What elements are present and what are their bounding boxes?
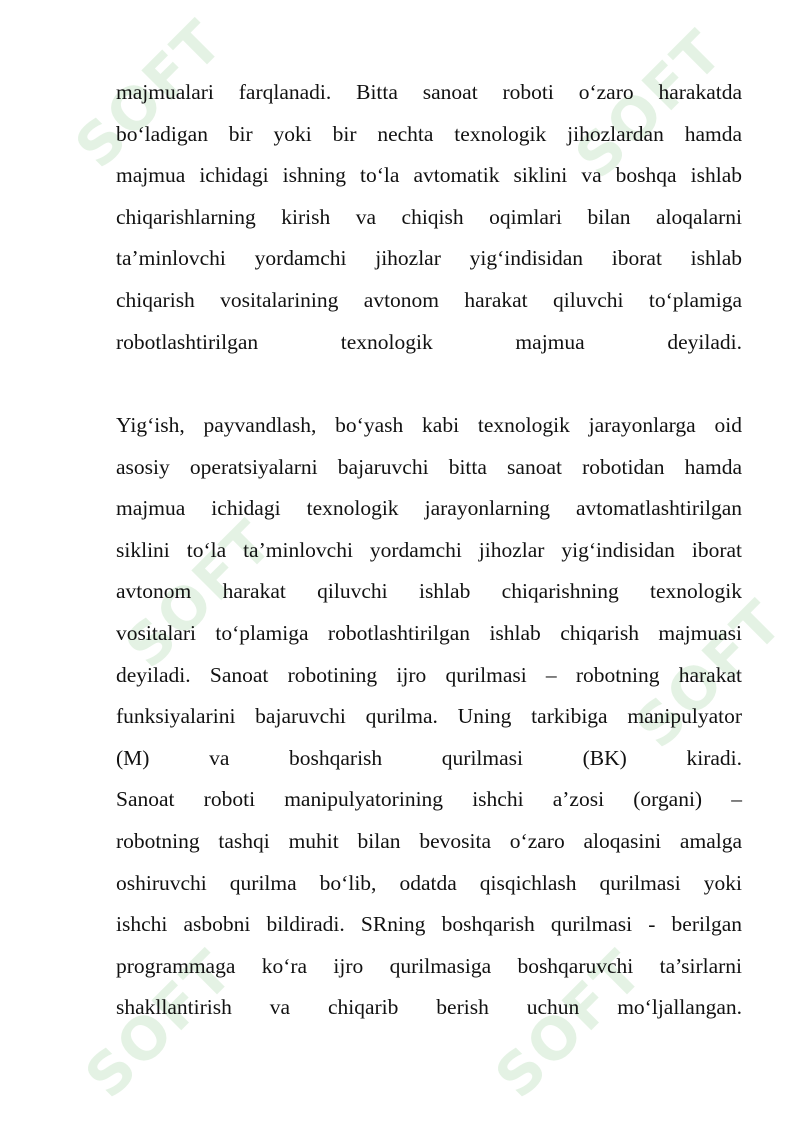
text-line: majmua ichidagi texnologik jarayonlarning avtomatlashtirilgan [116,496,742,521]
text-line: majmualari farqlanadi. Bitta sanoat roboti o‘zaro harakatda [116,80,742,104]
text-line: ishchi asbobni bildiradi. SRning boshqarish qurilmasi - berilgan [116,912,742,937]
text-line: siklini to‘la ta’minlovchi yordamchi jihozlar yig‘indisidan iborat [116,537,742,562]
text-line: asosiy operatsiyalarni bajaruvchi bitta sanoat robotidan hamda [116,454,742,479]
text-line: deyiladi. Sanoat robotining ijro qurilmasi – robotning harakat [116,662,742,687]
text-line: oshiruvchi qurilma bo‘lib, odatda qisqichlash qurilmasi yoki [116,870,742,895]
text-line: Sanoat roboti manipulyatorining ishchi a’zosi (organi) – [116,787,742,812]
text-line: programmaga ko‘ra ijro qurilmasiga boshqaruvchi ta’sirlarni [116,953,742,978]
watermark-text: SOFT [562,16,737,192]
text-line: chiqarish vositalarining avtonom harakat qiluvchi to‘plamiga [116,287,742,312]
text-line: chiqarishlarning kirish va chiqish oqimlari bilan aloqalarni [116,204,742,229]
text-line: robotlashtirilgan texnologik majmua deyiladi. [116,329,742,354]
watermark-text: SOFT [622,586,797,762]
text-line: bo‘ladigan bir yoki bir nechta texnologik jihozlardan hamda [116,121,742,146]
text-line: shakllantirish va chiqarib berish uchun mo‘ljallangan. [116,995,742,1020]
watermark-text: SOFT [72,936,247,1112]
text-line: avtonom harakat qiluvchi ishlab chiqarishning texnologik [116,579,742,604]
text-line: robotning tashqi muhit bilan bevosita o‘zaro aloqasini amalga [116,828,742,853]
watermark-text: SOFT [482,936,657,1112]
paragraph-2 [116,405,742,1029]
paragraph-1 [116,72,742,363]
text-line: Yig‘ish, payvandlash, bo‘yash kabi texnologik jarayonlarga oid [116,413,742,437]
text-line: majmua ichidagi ishning to‘la avtomatik siklini va boshqa ishlab [116,163,742,188]
text-line: ta’minlovchi yordamchi jihozlar yig‘indisidan iborat ishlab [116,246,742,271]
text-line: vositalari to‘plamiga robotlashtirilgan ishlab chiqarish majmuasi [116,620,742,645]
text-line: (M) va boshqarish qurilmasi (BK) kiradi. [116,745,742,770]
watermark-text: SOFT [62,6,237,182]
text-line: funksiyalarini bajaruvchi qurilma. Uning tarkibiga manipulyator [116,704,742,729]
watermark-text: SOFT [112,506,287,682]
